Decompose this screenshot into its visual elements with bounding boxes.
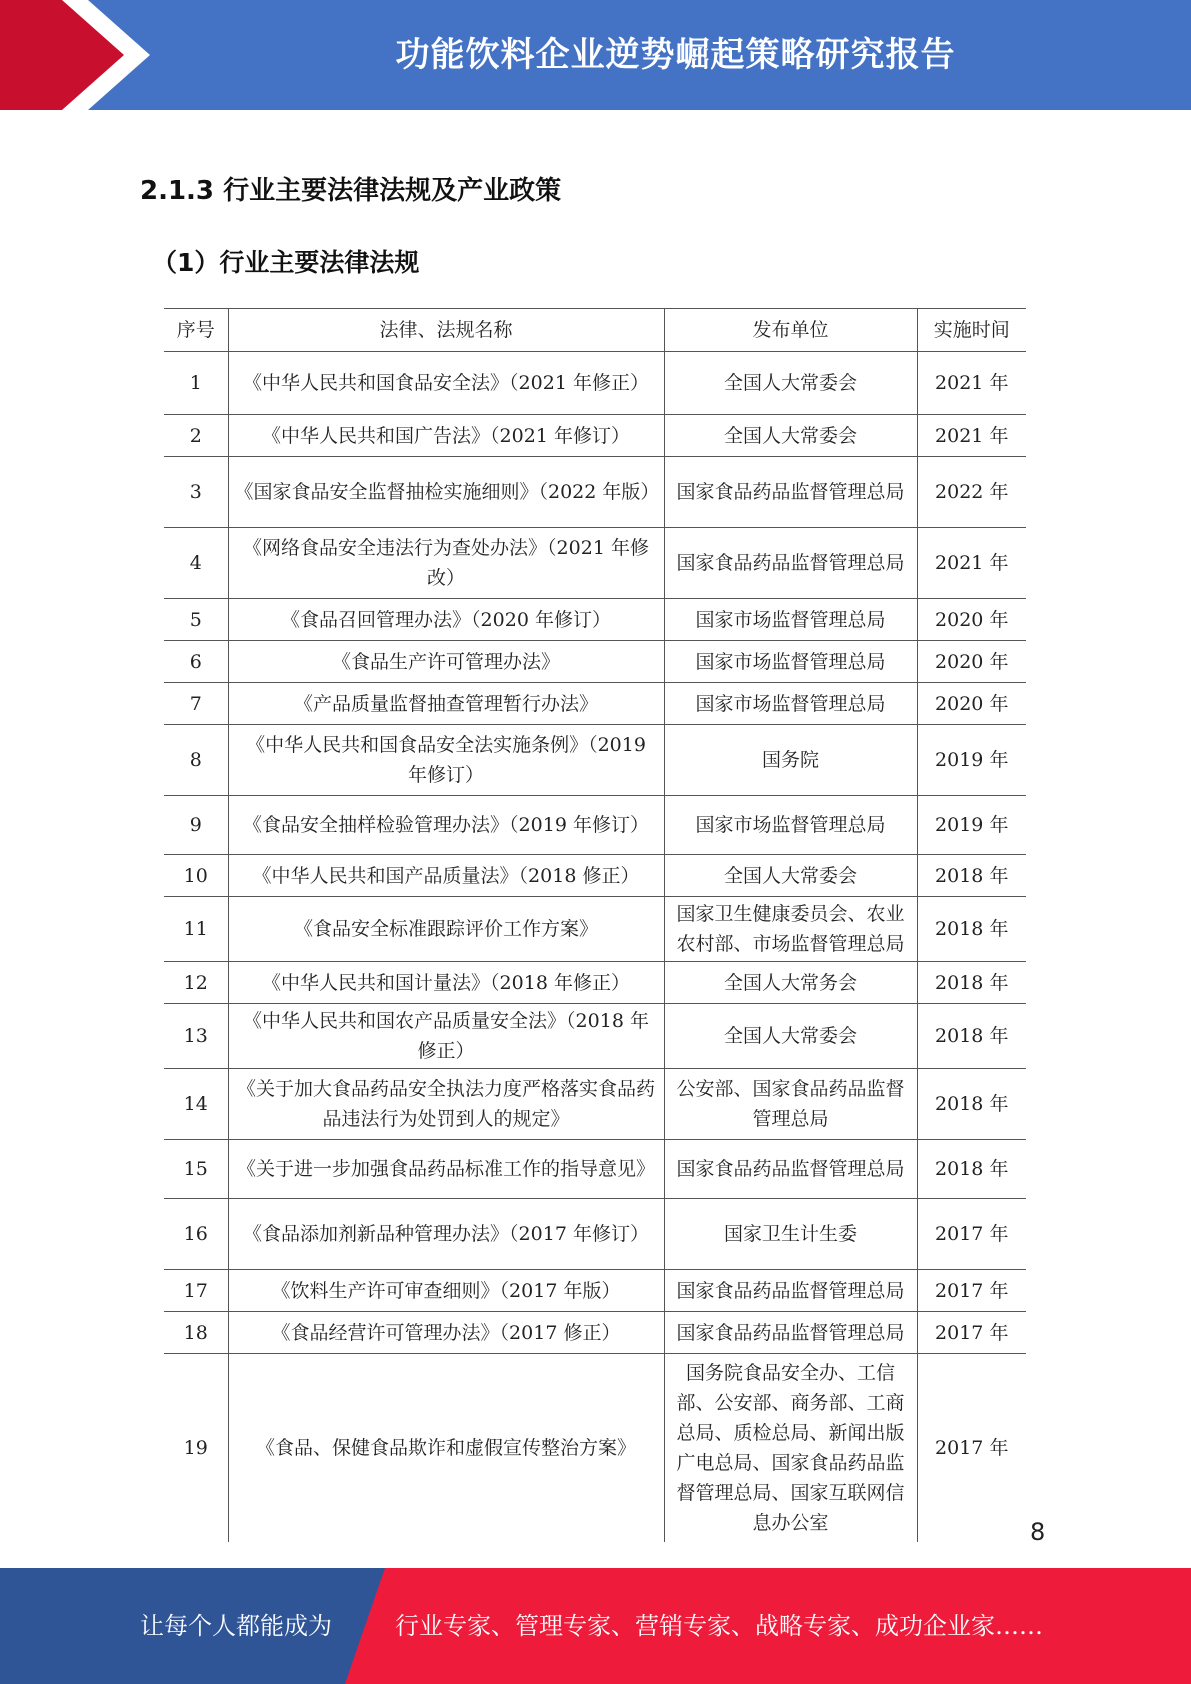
cell-serial: 8 [164,725,228,796]
cell-law-name: 《国家食品安全监督抽检实施细则》（2022 年版） [228,457,664,528]
cell-effective-date: 2018 年 [917,1069,1026,1140]
cell-law-name: 《食品经营许可管理办法》（2017 修正） [228,1312,664,1354]
table-row [164,796,1026,855]
cell-effective-date: 2018 年 [917,1140,1026,1199]
cell-serial: 7 [164,683,228,725]
cell-issuer: 国家市场监督管理总局 [664,641,917,683]
table-row [164,352,1026,415]
cell-serial: 17 [164,1270,228,1312]
cell-effective-date: 2018 年 [917,962,1026,1004]
cell-serial: 9 [164,796,228,855]
cell-issuer: 全国人大常委会 [664,352,917,415]
cell-law-name: 《食品生产许可管理办法》 [228,641,664,683]
cell-issuer: 国家食品药品监督管理总局 [664,457,917,528]
cell-effective-date: 2021 年 [917,415,1026,457]
header-serial: 序号 [164,309,228,352]
cell-issuer: 全国人大常务会 [664,962,917,1004]
cell-effective-date: 2017 年 [917,1312,1026,1354]
subsection-heading: （1）行业主要法律法规 [152,248,420,277]
page-footer [0,1568,1191,1684]
table-row [164,725,1026,796]
cell-effective-date: 2022 年 [917,457,1026,528]
cell-serial: 11 [164,897,228,962]
cell-serial: 15 [164,1140,228,1199]
cell-law-name: 《中华人民共和国产品质量法》（2018 修正） [228,855,664,897]
cell-law-name: 《食品安全抽样检验管理办法》（2019 年修订） [228,796,664,855]
table-row [164,1069,1026,1140]
table-row [164,457,1026,528]
cell-law-name: 《产品质量监督抽查管理暂行办法》 [228,683,664,725]
table-row [164,641,1026,683]
cell-serial: 5 [164,599,228,641]
cell-effective-date: 2021 年 [917,528,1026,599]
section-heading: 2.1.3 行业主要法律法规及产业政策 [140,176,562,206]
cell-issuer: 国家食品药品监督管理总局 [664,1270,917,1312]
cell-law-name: 《中华人民共和国食品安全法》（2021 年修正） [228,352,664,415]
cell-serial: 10 [164,855,228,897]
cell-issuer: 国务院 [664,725,917,796]
cell-issuer: 全国人大常委会 [664,1004,917,1069]
table-header-row [164,309,1026,352]
cell-issuer: 全国人大常委会 [664,415,917,457]
cell-issuer: 国家食品药品监督管理总局 [664,1140,917,1199]
table-row [164,1199,1026,1270]
cell-issuer: 国家食品药品监督管理总局 [664,528,917,599]
cell-law-name: 《食品、保健食品欺诈和虚假宣传整治方案》 [228,1354,664,1543]
cell-serial: 12 [164,962,228,1004]
cell-effective-date: 2021 年 [917,352,1026,415]
cell-serial: 3 [164,457,228,528]
cell-law-name: 《中华人民共和国食品安全法实施条例》（2019 年修订） [228,725,664,796]
cell-effective-date: 2019 年 [917,796,1026,855]
cell-issuer: 国务院食品安全办、工信部、公安部、商务部、工商总局、质检总局、新闻出版广电总局、国家食品药品监督管理总局、国家互联网信息办公室 [664,1354,917,1543]
header-effective-date: 实施时间 [917,309,1026,352]
cell-serial: 16 [164,1199,228,1270]
table-row [164,599,1026,641]
cell-effective-date: 2018 年 [917,855,1026,897]
page-number: 8 [1030,1518,1046,1546]
table-row [164,683,1026,725]
table-row [164,855,1026,897]
cell-serial: 19 [164,1354,228,1543]
cell-issuer: 国家市场监督管理总局 [664,796,917,855]
cell-issuer: 全国人大常委会 [664,855,917,897]
cell-law-name: 《关于加大食品药品安全执法力度严格落实食品药品违法行为处罚到人的规定》 [228,1069,664,1140]
cell-serial: 2 [164,415,228,457]
table-row [164,1270,1026,1312]
report-title: 功能饮料企业逆势崛起策略研究报告 [395,35,956,75]
footer-slogan-left: 让每个人都能成为 [140,1612,332,1640]
table-row [164,1354,1026,1543]
cell-issuer: 国家卫生健康委员会、农业农村部、市场监督管理总局 [664,897,917,962]
table-row [164,1140,1026,1199]
cell-serial: 14 [164,1069,228,1140]
cell-issuer: 公安部、国家食品药品监督管理总局 [664,1069,917,1140]
cell-law-name: 《饮料生产许可审查细则》（2017 年版） [228,1270,664,1312]
cell-law-name: 《中华人民共和国广告法》（2021 年修订） [228,415,664,457]
laws-table [164,308,1026,1542]
footer-slogan-right: 行业专家、管理专家、营销专家、战略专家、成功企业家…… [395,1612,1043,1640]
cell-effective-date: 2020 年 [917,599,1026,641]
cell-serial: 13 [164,1004,228,1069]
page-header [0,0,1191,110]
cell-issuer: 国家市场监督管理总局 [664,599,917,641]
cell-effective-date: 2020 年 [917,683,1026,725]
cell-issuer: 国家食品药品监督管理总局 [664,1312,917,1354]
header-issuer: 发布单位 [664,309,917,352]
cell-issuer: 国家市场监督管理总局 [664,683,917,725]
table-row [164,528,1026,599]
table-row [164,962,1026,1004]
cell-effective-date: 2020 年 [917,641,1026,683]
table-row [164,897,1026,962]
cell-law-name: 《中华人民共和国农产品质量安全法》（2018 年修正） [228,1004,664,1069]
header-arrow-decoration [0,0,160,110]
table-row [164,1004,1026,1069]
cell-law-name: 《食品添加剂新品种管理办法》（2017 年修订） [228,1199,664,1270]
table-row [164,1312,1026,1354]
cell-issuer: 国家卫生计生委 [664,1199,917,1270]
cell-effective-date: 2019 年 [917,725,1026,796]
cell-effective-date: 2018 年 [917,897,1026,962]
cell-serial: 1 [164,352,228,415]
cell-effective-date: 2017 年 [917,1354,1026,1543]
cell-serial: 6 [164,641,228,683]
cell-law-name: 《中华人民共和国计量法》（2018 年修正） [228,962,664,1004]
header-law-name: 法律、法规名称 [228,309,664,352]
cell-serial: 4 [164,528,228,599]
cell-law-name: 《网络食品安全违法行为查处办法》（2021 年修改） [228,528,664,599]
cell-effective-date: 2018 年 [917,1004,1026,1069]
cell-law-name: 《食品召回管理办法》（2020 年修订） [228,599,664,641]
cell-law-name: 《食品安全标准跟踪评价工作方案》 [228,897,664,962]
cell-serial: 18 [164,1312,228,1354]
cell-effective-date: 2017 年 [917,1199,1026,1270]
table-row [164,415,1026,457]
cell-effective-date: 2017 年 [917,1270,1026,1312]
cell-law-name: 《关于进一步加强食品药品标准工作的指导意见》 [228,1140,664,1199]
